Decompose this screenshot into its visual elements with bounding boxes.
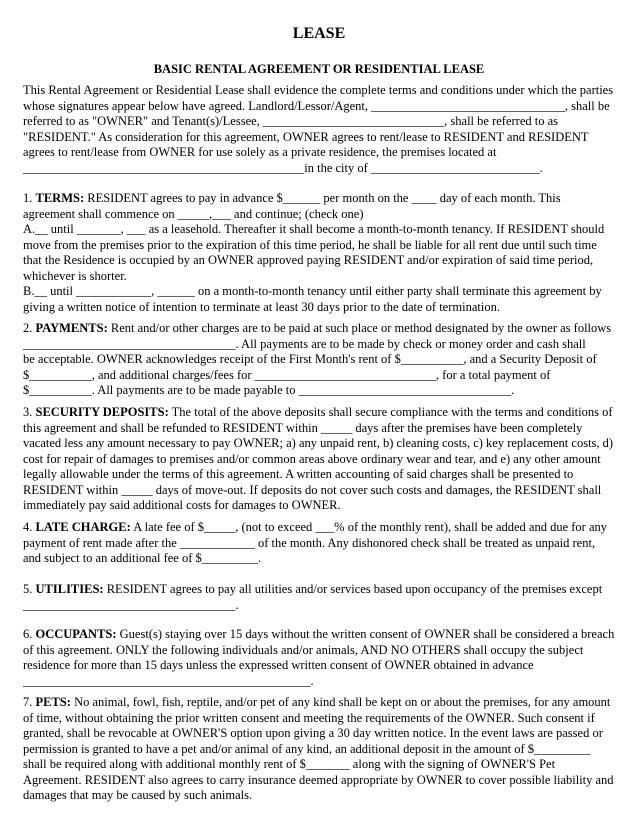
intro-paragraph	[23, 83, 623, 176]
section-text: A late fee of $_____, (not to exceed ___% of the monthly rent), shall be added and due for any	[130, 520, 608, 534]
section-payments	[23, 321, 623, 399]
section-line: giving a written notice of intention to terminate at least 30 days prior to the date of termination.	[23, 299, 500, 314]
section-line: permission is granted to have a pet and/or animal of any kind, an additional deposit in the amount of $_________	[23, 741, 591, 756]
section-line: of time, without obtaining the prior written consent and meeting the requirements of the OWNER. Such consent if	[23, 710, 595, 725]
section-first-line	[23, 321, 623, 337]
document-subtitle: BASIC RENTAL AGREEMENT OR RESIDENTIAL LEASE	[153, 62, 485, 76]
section-terms	[23, 191, 623, 315]
section-line: B.__ until ____________, ______ on a month-to-month tenancy until either party shall terminate this agreement by	[23, 284, 602, 298]
section-line: Agreement. RESIDENT also agrees to carry insurance deemed appropriate by OWNER to cover possible liability and	[23, 772, 614, 787]
intro-line: whose signatures appear below have agreed. Landlord/Lessor/Agent, _______________________________, shall be	[23, 98, 610, 113]
section-number: 1.	[23, 191, 36, 205]
section-line: immediately pay said additional costs for damages to OWNER.	[23, 498, 341, 512]
section-line: agreement shall commence on _____,___ and continue; (check one)	[23, 206, 364, 221]
section-utilities	[23, 582, 623, 613]
section-text: RESIDENT agrees to pay all utilities and/or services based upon occupancy of the premises except	[103, 582, 603, 596]
intro-line: agrees to rent/lease from OWNER for use solely as a private residence, the premises located at	[23, 145, 497, 159]
section-first-line	[23, 695, 623, 711]
section-line: this agreement and shall be refunded to RESIDENT within _____ days after the premises have been completely	[23, 420, 583, 435]
section-line: $__________. All payments are to be made payable to __________________________________.	[23, 383, 515, 397]
section-heading: SECURITY DEPOSITS:	[35, 405, 169, 419]
section-first-line	[23, 405, 623, 421]
section-line: move from the premises prior to the expiration of this time period, he shall be liable for all rent due until such time	[23, 237, 597, 252]
section-number: 3.	[23, 405, 36, 419]
section-number: 5.	[23, 582, 36, 596]
section-text: The total of the above deposits shall secure compliance with the terms and conditions of	[168, 405, 613, 419]
section-first-line	[23, 520, 623, 536]
section-line: of this agreement. ONLY the following individuals and/or animals, AND NO OTHERS shall occupy the subject	[23, 642, 584, 657]
section-number: 2.	[23, 321, 36, 335]
section-pets	[23, 695, 623, 804]
section-first-line	[23, 627, 623, 643]
section-line: A.__ until _______, ___ as a leasehold. Thereafter it shall become a month-to-month tenancy. If RESIDENT should	[23, 222, 605, 236]
section-occupants	[23, 627, 623, 689]
section-line: vacated less any amount necessary to pay OWNER; a) any unpaid rent, b) cleaning costs, c) key replacement costs, d)	[23, 436, 614, 450]
section-line: cost for repair of damages to premises and/or common areas above ordinary wear and tear, and e) any other amount	[23, 451, 601, 466]
section-line: and subject to an additional fee of $_________.	[23, 551, 262, 565]
section-first-line	[23, 582, 623, 598]
section-text: No animal, fowl, fish, reptile, and/or pet of any kind shall be kept on or about the premises, for any amount	[70, 695, 611, 709]
section-heading: PAYMENTS:	[35, 321, 108, 335]
section-line: legally allowable under the terms of this agreement. A written accounting of said charges shall be presented to	[23, 467, 574, 481]
section-line: whichever is shorter.	[23, 268, 127, 283]
intro-line: referred to as "OWNER" and Tenant(s)/Lessee, _____________________________, shall be referred to as	[23, 114, 558, 128]
section-line: shall be required along with additional monthly rent of $_______ along with the signing of OWNER'S Pet	[23, 757, 556, 771]
section-security-deposits	[23, 405, 623, 514]
section-number: 6.	[23, 627, 36, 641]
intro-line: _____________________________________________in the city of ___________________________.	[23, 160, 543, 175]
section-line: payment of rent made after the ____________ of the month. Any dishonored check shall be treated as unpaid rent,	[23, 535, 596, 550]
section-heading: OCCUPANTS:	[35, 627, 117, 641]
section-line: __________________________________.	[23, 597, 239, 612]
section-line: RESIDENT within _____ days of move-out. If deposits do not cover such costs and damages, the RESIDENT shall	[23, 482, 602, 497]
document-title: LEASE	[292, 25, 346, 42]
section-line: damages that may be caused by such animals.	[23, 788, 253, 802]
section-line: $__________, and additional charges/fees for _____________________________, for a total payment of	[23, 367, 551, 382]
intro-line: "RESIDENT." As consideration for this agreement, OWNER agrees to rent/lease to RESIDENT and RESIDENT	[23, 129, 589, 144]
intro-line: This Rental Agreement or Residential Lease shall evidence the complete terms and conditions under which the parties	[23, 83, 614, 97]
section-text: Guest(s) staying over 15 days without the written consent of OWNER shall be considered a breach	[116, 627, 615, 641]
section-line: that the Residence is occupied by an OWNER approved paying RESIDENT and/or expiration of said time period,	[23, 253, 594, 267]
section-number: 7.	[23, 695, 36, 709]
section-text: RESIDENT agrees to pay in advance $______ per month on the ____ day of each month. This	[84, 191, 561, 205]
section-line: granted, shall be revocable at OWNER'S option upon giving a 30 day written notice. In the event laws are passed or	[23, 726, 603, 740]
section-heading: TERMS:	[35, 191, 85, 205]
section-text: Rent and/or other charges are to be paid at such place or method designated by the owner as follows	[107, 321, 612, 335]
section-first-line	[23, 191, 623, 207]
section-heading: UTILITIES:	[35, 582, 104, 596]
section-line: be acceptable. OWNER acknowledges receipt of the First Month's rent of $__________, and a Security Deposit of	[23, 352, 597, 366]
section-line: __________________________________. All payments are to be made by check or money order and cash shall	[23, 336, 586, 351]
section-line: residence for more than 15 days unless the expressed written consent of OWNER obtained in advance	[23, 658, 534, 672]
section-line: ______________________________________________.	[23, 673, 314, 688]
section-late-charge	[23, 520, 623, 567]
section-number: 4.	[23, 520, 36, 534]
section-heading: LATE CHARGE:	[35, 520, 131, 534]
section-heading: PETS:	[35, 695, 71, 709]
